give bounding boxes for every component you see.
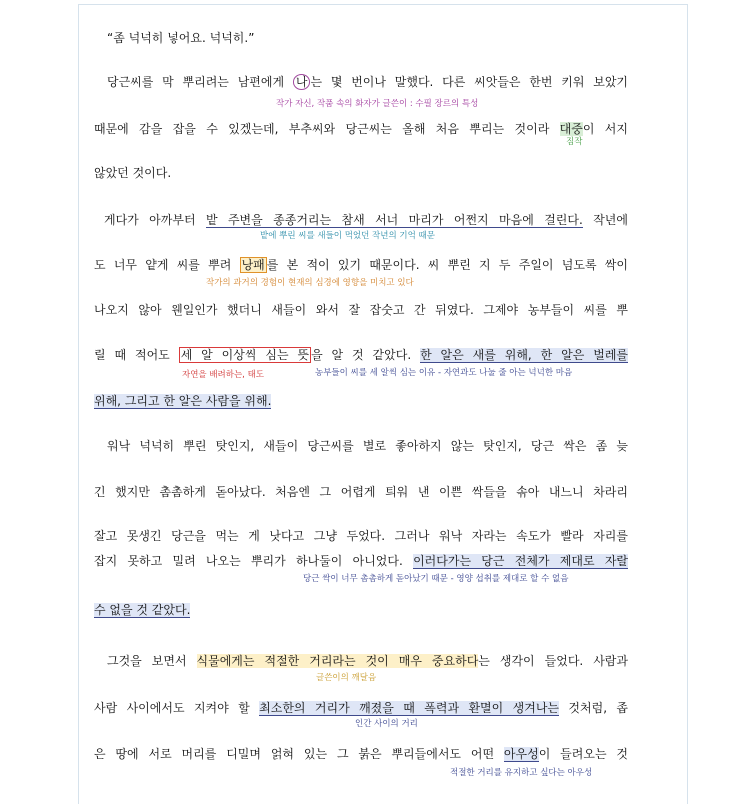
annotation-realization: 글쓴이의 깨달음 bbox=[316, 673, 377, 683]
text-line bbox=[94, 393, 271, 409]
text-span: 잘고 못생긴 당근을 먹는 게 낫다고 그냥 두었다. 그러나 워낙 자라는 속도가 빨라 자리를 bbox=[94, 529, 628, 543]
text-span: 나오지 않아 웬일인가 했더니 새들이 와서 잘 잡숫고 간 뒤였다. 그제야 농부들이 씨를 뿌 bbox=[94, 303, 628, 317]
highlight-outcry: 아우성 bbox=[503, 747, 539, 761]
dialogue-text: “좀 넉넉히 넣어요. 넉넉히.” bbox=[107, 31, 255, 45]
text-line bbox=[94, 302, 628, 318]
annotation-guess: 짐작 bbox=[566, 137, 583, 147]
text-span: 는 생각이 들었다. 사람과 bbox=[478, 654, 628, 668]
text-span: 사람 사이에서도 지켜야 할 bbox=[94, 701, 260, 715]
text-line bbox=[107, 30, 254, 46]
annotation-past-experience: 작가의 과거의 경험이 현재의 심경에 영향을 미치고 있다 bbox=[206, 278, 414, 288]
annotation-last-year-memory: 밭에 뿌린 씨를 새들이 먹었던 작년의 기억 때문 bbox=[260, 231, 435, 241]
text-line bbox=[94, 121, 628, 137]
text-line bbox=[94, 484, 628, 500]
annotation-three-seeds-reason: 농부들이 씨를 세 알씩 심는 이유 - 자연과도 나눌 줄 아는 넉넉한 마음 bbox=[315, 368, 573, 378]
narrator-circled-word: 나 bbox=[293, 74, 311, 90]
text-line bbox=[94, 165, 171, 181]
text-span: 작년에 bbox=[582, 213, 628, 227]
highlight-growth-problem: 이러다가는 당근 전체가 제대로 자랄 bbox=[413, 554, 629, 568]
highlight-growth-problem-end: 수 없을 것 같았다. bbox=[94, 603, 191, 617]
highlight-realization: 식물에게는 적절한 거리라는 것이 매우 중요하다 bbox=[196, 654, 479, 668]
text-span: 잡지 못하고 밀려 나오는 뿌리가 하나둘이 아니었다. bbox=[94, 554, 414, 568]
text-line bbox=[94, 700, 628, 716]
text-span: 않았던 것이다. bbox=[94, 166, 172, 180]
text-span: 를 본 적이 있기 때문이다. 씨 뿌린 지 두 주일이 넘도록 싹이 bbox=[266, 258, 628, 272]
text-span: 도 너무 얕게 씨를 뿌려 bbox=[94, 258, 240, 272]
text-span: 때문에 감을 잡을 수 있겠는데, 부추씨와 당근씨는 올해 처음 뿌리는 것이라 bbox=[94, 122, 560, 136]
text-line bbox=[94, 257, 628, 273]
text-span: 이 들려오는 것 bbox=[538, 747, 628, 761]
text-span: 을 알 것 같았다. bbox=[311, 348, 421, 362]
text-line bbox=[104, 212, 628, 228]
boxed-failure-word: 낭패 bbox=[241, 258, 265, 272]
text-line bbox=[94, 602, 190, 618]
text-span: 는 몇 번이나 말했다. 다른 씨앗들은 한번 키워 보았기 bbox=[310, 75, 628, 89]
boxed-three-seeds: 세 알 이상씩 심는 뜻 bbox=[180, 348, 310, 362]
text-line bbox=[94, 347, 628, 363]
highlight-guess-word: 대중 bbox=[559, 122, 583, 136]
text-span: 긴 했지만 촘촘하게 돋아났다. 처음엔 그 어렵게 틔워 낸 이쁜 싹들을 솎아 내느니 차라리 bbox=[94, 485, 628, 499]
highlight-sharing-end: 위해, 그리고 한 알은 사람을 위해. bbox=[94, 394, 272, 408]
text-span: 이 서지 bbox=[582, 122, 628, 136]
text-line bbox=[94, 553, 628, 569]
text-line bbox=[107, 653, 628, 669]
text-span: 그것을 보면서 bbox=[107, 654, 197, 668]
underline-sparrows: 밭 주변을 종종거리는 참새 서너 마리가 어쩐지 마음에 걸린다. bbox=[205, 213, 583, 227]
highlight-human-distance: 최소한의 거리가 깨졌을 때 폭력과 환멸이 생겨나는 bbox=[259, 701, 560, 715]
annotation-caring-attitude: 자연을 배려하는, 태도 bbox=[182, 370, 265, 380]
text-line bbox=[107, 74, 628, 90]
text-span: 은 땅에 서로 머리를 디밀며 얽혀 있는 그 붉은 뿌리들에서도 어떤 bbox=[94, 747, 504, 761]
text-line bbox=[107, 438, 628, 454]
text-span: 워낙 넉넉히 뿌린 탓인지, 새들이 당근씨를 별로 좋아하지 않는 탓인지, 당근 싹은 좀 늦 bbox=[107, 439, 628, 453]
annotation-narrator: 작가 자신, 작품 속의 화자가 글쓴이 : 수필 장르의 특성 bbox=[276, 99, 479, 109]
text-line bbox=[94, 528, 628, 544]
text-span: 게다가 아까부터 bbox=[104, 213, 206, 227]
text-span: 것처럼, 좁 bbox=[559, 701, 629, 715]
text-line bbox=[94, 746, 628, 762]
annotation-human-distance: 인간 사이의 거리 bbox=[355, 719, 418, 729]
text-span: 당근씨를 막 뿌리려는 남편에게 bbox=[107, 75, 293, 89]
annotation-outcry: 적절한 거리를 유지하고 싶다는 아우성 bbox=[450, 768, 593, 778]
annotation-crowded-sprouts: 당근 싹이 너무 촘촘하게 돋아났기 때문 - 영양 섭취를 제대로 할 수 없음 bbox=[303, 574, 569, 584]
highlight-sharing: 한 알은 새를 위해, 한 알은 벌레를 bbox=[420, 348, 629, 362]
text-span: 릴 때 적어도 bbox=[94, 348, 179, 362]
